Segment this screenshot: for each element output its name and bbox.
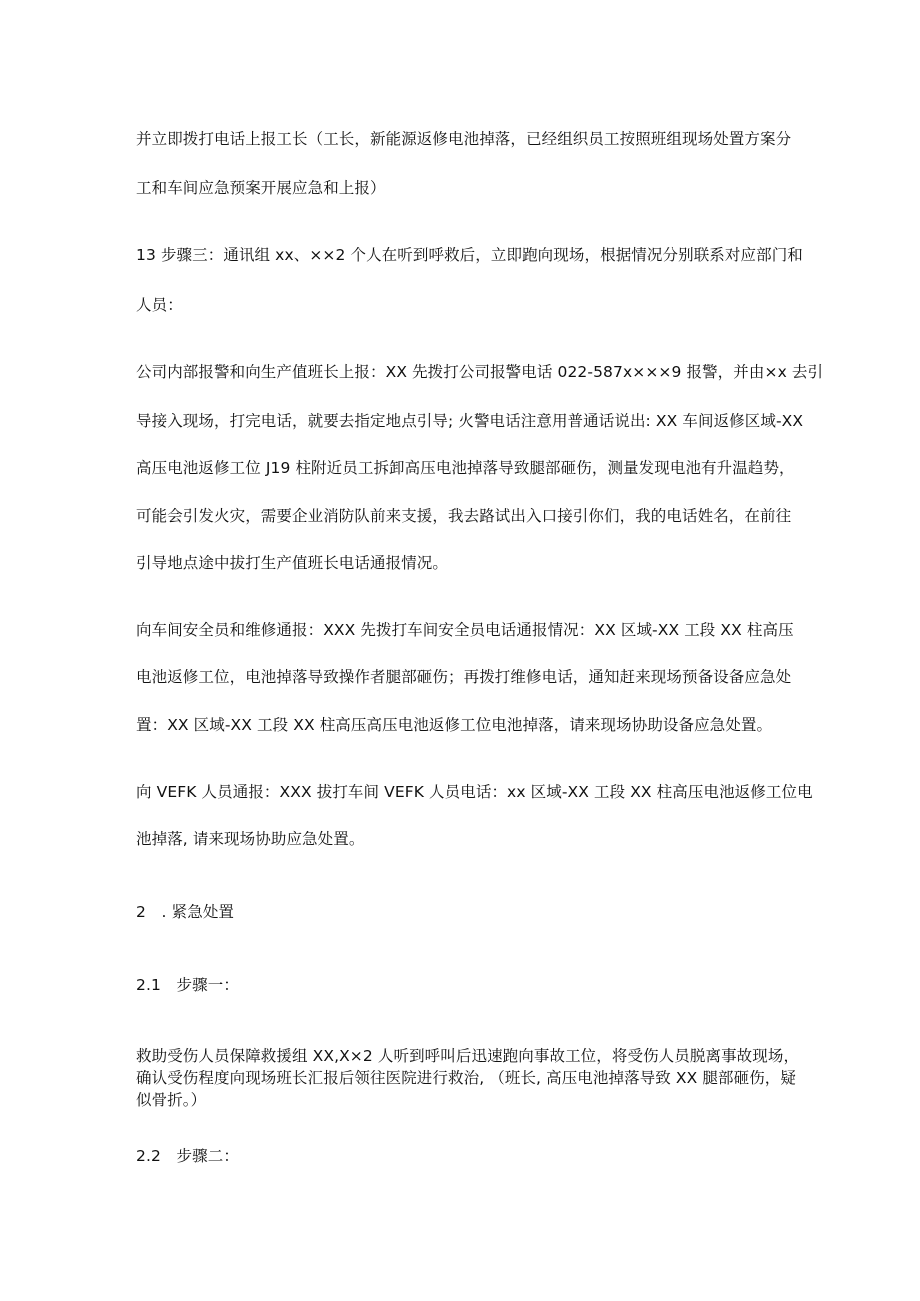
paragraph-4-line-2: 电池返修工位，电池掉落导致操作者腿部砸伤；再拨打维修电话，通知赶来现场预备设备应急处 [136,668,792,686]
section-heading-2: 2 . 紧急处置 [136,903,235,921]
paragraph-3-line-4: 可能会引发火灾，需要企业消防队前来支援，我去路试出入口接引你们，我的电话姓名，在前往 [136,507,792,525]
paragraph-1-line-2: 工和车间应急预案开展应急和上报） [136,179,386,197]
paragraph-3-line-5: 引导地点途中拔打生产值班长电话通报情况。 [136,554,449,572]
paragraph-6-line-1: 救助受伤人员保障救援组 XX,X×2 人听到呼叫后迅速跑向事故工位，将受伤人员脱离事故现场， [136,1047,800,1065]
paragraph-5-line-1: 向 VEFK 人员通报：XXX 拔打车间 VEFK 人员电话：xx 区域-XX 工段 XX 柱高压电池返修工位电 [136,783,813,801]
paragraph-5-line-2: 池掉落, 请来现场协助应急处置。 [136,830,365,848]
section-heading-2-1: 2.1 步骤一： [136,976,239,994]
paragraph-4-line-1: 向车间安全员和维修通报：XXX 先拨打车间安全员电话通报情况：XX 区域-XX 工段 XX 柱高压 [136,621,794,639]
paragraph-6-line-3: 似骨折。） [136,1091,207,1109]
paragraph-3-line-2: 导接入现场，打完电话，就要去指定地点引导; 火警电话注意用普通话说出: XX 车间返修区域-XX [136,412,804,430]
paragraph-3-line-3: 高压电池返修工位 J19 柱附近员工拆卸高压电池掉落导致腿部砸伤，测量发现电池有升温趋势， [136,459,795,477]
paragraph-6-line-2: 确认受伤程度向现场班长汇报后领往医院进行救治, （班长, 高压电池掉落导致 XX 腿部砸伤，疑 [136,1069,797,1087]
paragraph-4-line-3: 置：XX 区域-XX 工段 XX 柱高压高压电池返修工位电池掉落，请来现场协助设备应急处置。 [136,716,773,734]
paragraph-1-line-1: 并立即拨打电话上报工长（工长，新能源返修电池掉落，已经组织员工按照班组现场处置方案分 [136,130,792,148]
paragraph-2-line-1: 13 步骤三：通讯组 xx、××2 个人在听到呼救后，立即跑向现场，根据情况分别联系对应部门和 [136,246,803,264]
section-heading-2-2: 2.2 步骤二： [136,1147,239,1165]
paragraph-3-line-1: 公司内部报警和向生产值班长上报：XX 先拨打公司报警电话 022-587x×××9 报警，并由×x 去引 [136,363,824,381]
paragraph-2-line-2: 人员： [136,296,183,314]
